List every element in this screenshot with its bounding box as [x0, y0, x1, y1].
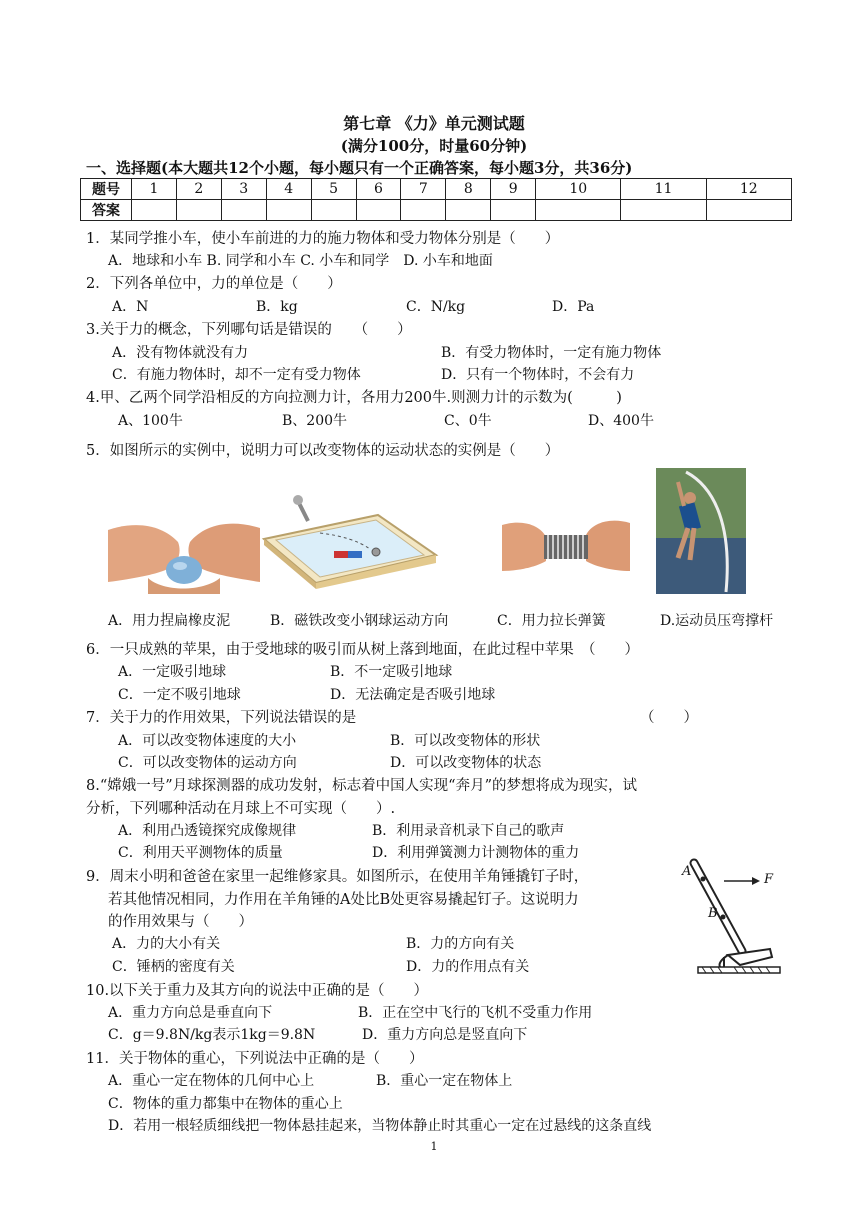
answer-table-answer-row [81, 200, 792, 221]
question-8-option-a: A．利用凸透镜探究成像规律 [118, 823, 297, 839]
table-cell-number: 4 [266, 179, 311, 200]
question-2-option-c: C．N/kg [406, 299, 466, 315]
question-2-option-b: B．kg [256, 299, 298, 315]
question-5-option-a: A．用力捏扁橡皮泥 [108, 613, 231, 629]
page-number: 1 [430, 1140, 438, 1153]
question-8-stem-line-2: 分析，下列哪种活动在月球上不可实现（ ）. [86, 801, 396, 817]
table-cell-number: 11 [621, 179, 706, 200]
table-head-answer: 答案 [81, 200, 132, 221]
table-cell-number: 5 [311, 179, 356, 200]
question-7-option-d: D．可以改变物体的状态 [390, 755, 542, 771]
section-heading: 一、选择题(本大题共12个小题，每小题只有一个正确答案，每小题3分，共36分) [86, 159, 633, 177]
question-5-option-b: B．磁铁改变小钢球运动方向 [270, 613, 449, 629]
question-7-option-c: C．可以改变物体的运动方向 [118, 755, 297, 771]
question-6-stem: 6．一只成熟的苹果，由于受地球的吸引而从树上落到地面，在此过程中苹果 （ ） [86, 642, 639, 658]
page-title: 第七章 《力》单元测试题 [343, 114, 525, 133]
question-8-stem-line-1: 8.“嫦娥一号”月球探测器的成功发射，标志着中国人实现“奔月”的梦想将成为现实，试 [86, 778, 637, 794]
question-9-option-a: A．力的大小有关 [112, 936, 221, 952]
answer-cell[interactable] [356, 200, 401, 221]
question-8-option-c: C．利用天平测物体的质量 [118, 845, 283, 861]
question-10-option-d: D．重力方向总是竖直向下 [362, 1027, 528, 1043]
question-3-option-c: C．有施力物体时，却不一定有受力物体 [112, 367, 361, 383]
hammer-label-f: F [764, 872, 774, 887]
figure-pole-vaulter [656, 468, 746, 594]
question-10-option-a: A．重力方向总是垂直向下 [108, 1005, 273, 1021]
question-7-stem: 7．关于力的作用效果，下列说法错误的是 [86, 710, 357, 726]
question-1-options: A．地球和小车 B. 同学和小车 C. 小车和同学 D. 小车和地面 [108, 253, 493, 269]
question-4-stem: 4.甲、乙两个同学沿相反的方向拉测力计，各用力200牛.则测力计的示数为( ) [86, 390, 622, 406]
table-cell-number: 12 [706, 179, 791, 200]
page-subtitle: (满分100分，时量60分钟) [340, 137, 528, 155]
question-11-option-b: B．重心一定在物体上 [376, 1073, 513, 1089]
question-6-option-b: B．不一定吸引地球 [330, 664, 453, 680]
question-3-stem: 3.关于力的概念，下列哪句话是错误的 （ ） [86, 322, 412, 338]
table-cell-number: 9 [491, 179, 536, 200]
table-cell-number: 3 [221, 179, 266, 200]
question-8-option-b: B．利用录音机录下自己的歌声 [372, 823, 565, 839]
question-10-stem: 10.以下关于重力及其方向的说法中正确的是（ ） [86, 983, 429, 999]
question-3-option-a: A．没有物体就没有力 [112, 345, 249, 361]
table-cell-number: 1 [132, 179, 177, 200]
table-head-number: 题号 [81, 179, 132, 200]
question-5-option-d: D.运动员压弯撑杆 [660, 613, 774, 629]
answer-cell[interactable] [706, 200, 791, 221]
answer-cell[interactable] [176, 200, 221, 221]
answer-cell[interactable] [446, 200, 491, 221]
question-9-stem-line-3: 的作用效果与（ ） [108, 914, 253, 930]
question-4-option-a: A、100牛 [118, 413, 183, 429]
answer-cell[interactable] [536, 200, 621, 221]
question-10-option-c: C．g＝9.8N/kg表示1kg＝9.8N [108, 1027, 316, 1043]
question-7-option-a: A．可以改变物体速度的大小 [118, 733, 297, 749]
answer-table-number-row [81, 179, 792, 200]
question-11-stem: 11．关于物体的重心，下列说法中正确的是（ ） [86, 1051, 424, 1067]
hammer-label-a: A [682, 864, 692, 879]
question-9-stem-line-2: 若其他情况相同，力作用在羊角锤的A处比B处更容易撬起钉子。这说明力 [108, 892, 579, 908]
question-4-option-c: C、0牛 [444, 413, 492, 429]
question-3-option-d: D．只有一个物体时，不会有力 [441, 367, 635, 383]
question-2-option-a: A．N [112, 299, 149, 315]
question-7-option-b: B．可以改变物体的形状 [390, 733, 541, 749]
answer-table [80, 178, 792, 221]
figure-hands-squeezing-clay [108, 512, 260, 594]
question-6-option-c: C．一定不吸引地球 [118, 687, 241, 703]
table-cell-number: 7 [401, 179, 446, 200]
answer-cell[interactable] [621, 200, 706, 221]
question-6-option-d: D．无法确定是否吸引地球 [330, 687, 496, 703]
answer-cell[interactable] [132, 200, 177, 221]
question-11-option-d: D．若用一根轻质细线把一物体悬挂起来，当物体静止时其重心一定在过悬线的这条直线 [108, 1118, 652, 1134]
table-cell-number: 2 [176, 179, 221, 200]
question-7-paren: （ ） [640, 710, 698, 726]
table-cell-number: 10 [536, 179, 621, 200]
table-cell-number: 8 [446, 179, 491, 200]
answer-cell[interactable] [491, 200, 536, 221]
question-5-stem: 5．如图所示的实例中，说明力可以改变物体的运动状态的实例是（ ） [86, 443, 560, 459]
answer-cell[interactable] [266, 200, 311, 221]
question-6-option-a: A．一定吸引地球 [118, 664, 227, 680]
answer-cell[interactable] [401, 200, 446, 221]
question-11-option-a: A．重心一定在物体的几何中心上 [108, 1073, 315, 1089]
question-2-option-d: D．Pa [552, 299, 595, 315]
hammer-label-b: B [708, 906, 718, 921]
table-cell-number: 6 [356, 179, 401, 200]
question-1-stem: 1．某同学推小车，使小车前进的力的施力物体和受力物体分别是（ ） [86, 231, 560, 247]
question-2-stem: 2．下列各单位中，力的单位是（ ） [86, 276, 342, 292]
figure-hands-stretching-spring [502, 505, 630, 591]
question-9-stem-line-1: 9．周末小明和爸爸在家里一起维修家具。如图所示，在使用羊角锤撬钉子时， [86, 869, 589, 885]
question-3-option-b: B．有受力物体时，一定有施力物体 [441, 345, 662, 361]
question-9-option-d: D．力的作用点有关 [406, 959, 530, 975]
answer-cell[interactable] [311, 200, 356, 221]
question-9-option-c: C．锤柄的密度有关 [112, 959, 235, 975]
question-5-option-c: C．用力拉长弹簧 [497, 613, 606, 629]
question-4-option-d: D、400牛 [588, 413, 654, 429]
question-11-option-c: C．物体的重力都集中在物体的重心上 [108, 1096, 343, 1112]
figure-magnet-steel-ball [258, 493, 440, 589]
question-8-option-d: D．利用弹簧测力计测物体的重力 [372, 845, 580, 861]
answer-cell[interactable] [221, 200, 266, 221]
question-9-option-b: B．力的方向有关 [406, 936, 515, 952]
question-4-option-b: B、200牛 [282, 413, 348, 429]
question-10-option-b: B．正在空中飞行的飞机不受重力作用 [358, 1005, 593, 1021]
